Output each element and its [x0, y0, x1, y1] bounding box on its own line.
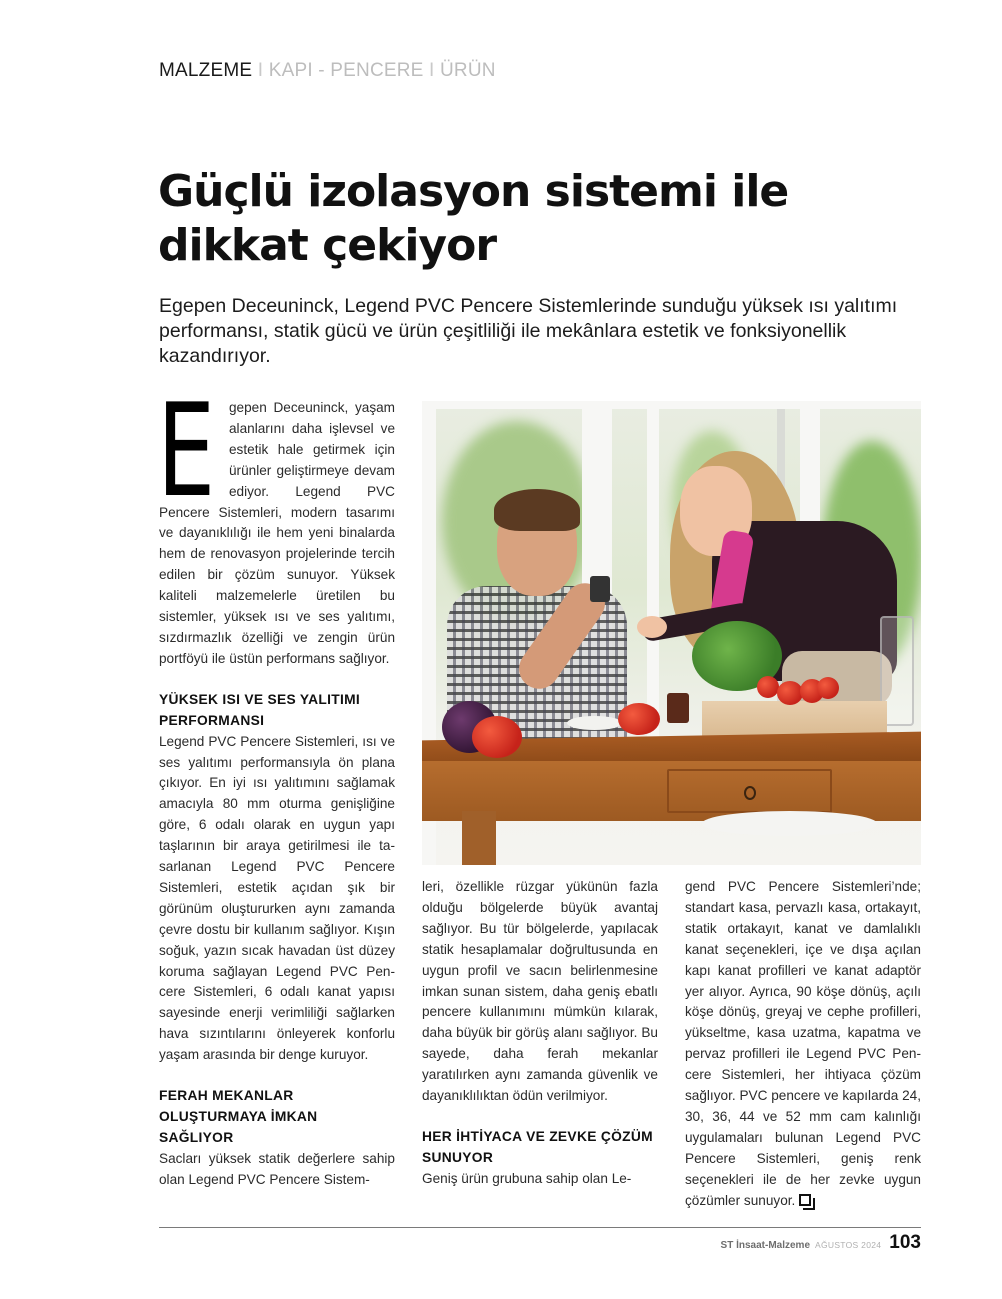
publication-name: ST İnsaat-Malzeme — [720, 1240, 811, 1251]
section-heading-every-need: HER İHTİYACA VE ZEVKE ÇÖZÜM SUNUYOR — [422, 1128, 653, 1165]
text-column-3 — [685, 877, 921, 1212]
intro-paragraph — [157, 377, 395, 670]
section-body-insulation: Legend PVC Pencere Sistemleri, ısı ve ses yalıtımı performansıyla ön plana çıkıyor. En iyi ısı yalıtımını sağlamak amacıyla 80 mm oturma genişliğine göre, 6 odalı olarak en uygun yapı taşlarının bir araya getirilmesi ile tasarlanan Legend PVC Pencere Sistemleri, estetik açıdan şık bir görünüm oluştururken aynı zamanda çevre dostu bir kullanım sağlıyor. Kışın soğuk, yazın sıcak havadan üst düzey koruma sağlayan Legend PVC Pencere Sistemleri, 6 odalı kanat yapısı sayesinde enerji verimliliği sağlarken hava sızıntılarını önleyerek konforlu yaşam arasında bir denge kuruyor. — [159, 733, 395, 1063]
section-header — [159, 60, 496, 82]
section-heading-spacious: FERAH MEKANLAR OLUŞTURMAYA İMKAN SAĞLIYOR — [159, 1088, 318, 1145]
section-body-spacious-part1: Sacları yüksek statik değerlere sahip olan Legend PVC Pencere Sistem- — [159, 1150, 395, 1187]
article-photo — [422, 401, 921, 865]
footer-divider — [159, 1227, 921, 1228]
intro-text: gepen Deceuninck, yaşam alanlarını daha işlevsel ve estetik hale getirmek için ürünler geliştirmeye devam ediyor. Legend PVC Pencere Sistemleri, modern tasarımı ve dayanıklılığı ile hem yeni binalarda hem de renovasyon projelerinde tercih edilen bir çözüm sunuyor. Yüksek kaliteli malzemelerle üretilen bu sistemler, yüksek ısı ve ses yalıtımı, sızdırmazlık özelliği ve zengin ürün portföyü ile üstün performans sağlıyor. — [159, 400, 395, 666]
page-number: 103 — [889, 1232, 921, 1253]
section-body-every-need-text: gend PVC Pencere Sistemleri’nde; standart kasa, pervazlı kasa, ortakayıt, statik ortakayıt, kanat ve damlalıklı kanat seçenekleri, içe ve dışa açılan kapı kanat profilleri ve kanat adaptör yer alıyor. Ayrıca, 90 köşe dönüş, açılı köşe dönüş, greyaj ve cephe profilleri, yükseltme, kasa uzatma, kapatma ve pervaz profilleri ile Legend PVC Pencere Sistemleri, her ihtiyaca çözüm sağlıyor. PVC pencere ve kapılarda 24, 30, 36, 44 ve 52 mm cam kalınlığı uygulamaları bulunan Legend PVC Pencere Sistemleri, geniş renk seçenekleri ile de her zevke uygun çözümler sunuyor. — [685, 879, 921, 1208]
section-separator: I — [429, 60, 435, 81]
section-body-every-need-part2 — [685, 877, 921, 1212]
text-column-2 — [422, 877, 658, 1190]
dropcap: E — [157, 377, 216, 526]
section-body-spacious-part2: leri, özellikle rüzgar yükünün fazla olduğu bölgelerde büyük avantaj sağlıyor. Bu tür bölgelerde, yapılacak statik hesaplamalar doğrultusunda en uygun profil ve sacın belirlenmesine imkan sunan sistem, daha geniş ebatlı pencere kullanımını mümkün kılarak, daha büyük bir görüş alanı sağlıyor. Bu sayede, daha ferah mekanlar yaratılırken aynı zamanda güvenlik ve dayanıklılıktan ödün verilmiyor. — [422, 879, 658, 1104]
section-category: MALZEME — [159, 60, 253, 81]
text-column-1 — [157, 377, 395, 1191]
article-title: Güçlü izolasyon sistemi ile dikkat çekiyor — [158, 166, 789, 271]
section-subcategory-2: ÜRÜN — [440, 60, 496, 81]
end-of-article-square-icon — [799, 1194, 811, 1206]
section-subcategory-1: KAPI - PENCERE — [268, 60, 424, 81]
issue-date: AĞUSTOS 2024 — [815, 1240, 882, 1250]
page-footer — [721, 1232, 921, 1254]
article-lead: Egepen Deceuninck, Legend PVC Pencere Sistemlerinde sunduğu yüksek ısı yalıtımı performansı, statik gücü ve ürün çeşitliliği ile mekânlara estetik ve fonksiyonellik kazandırıyor. — [159, 295, 898, 367]
section-separator: I — [257, 60, 264, 81]
section-body-every-need-part1: Geniş ürün grubuna sahip olan Le- — [422, 1170, 632, 1186]
section-heading-insulation: YÜKSEK ISI VE SES YALITIMI PERFORMANSI — [159, 691, 361, 728]
